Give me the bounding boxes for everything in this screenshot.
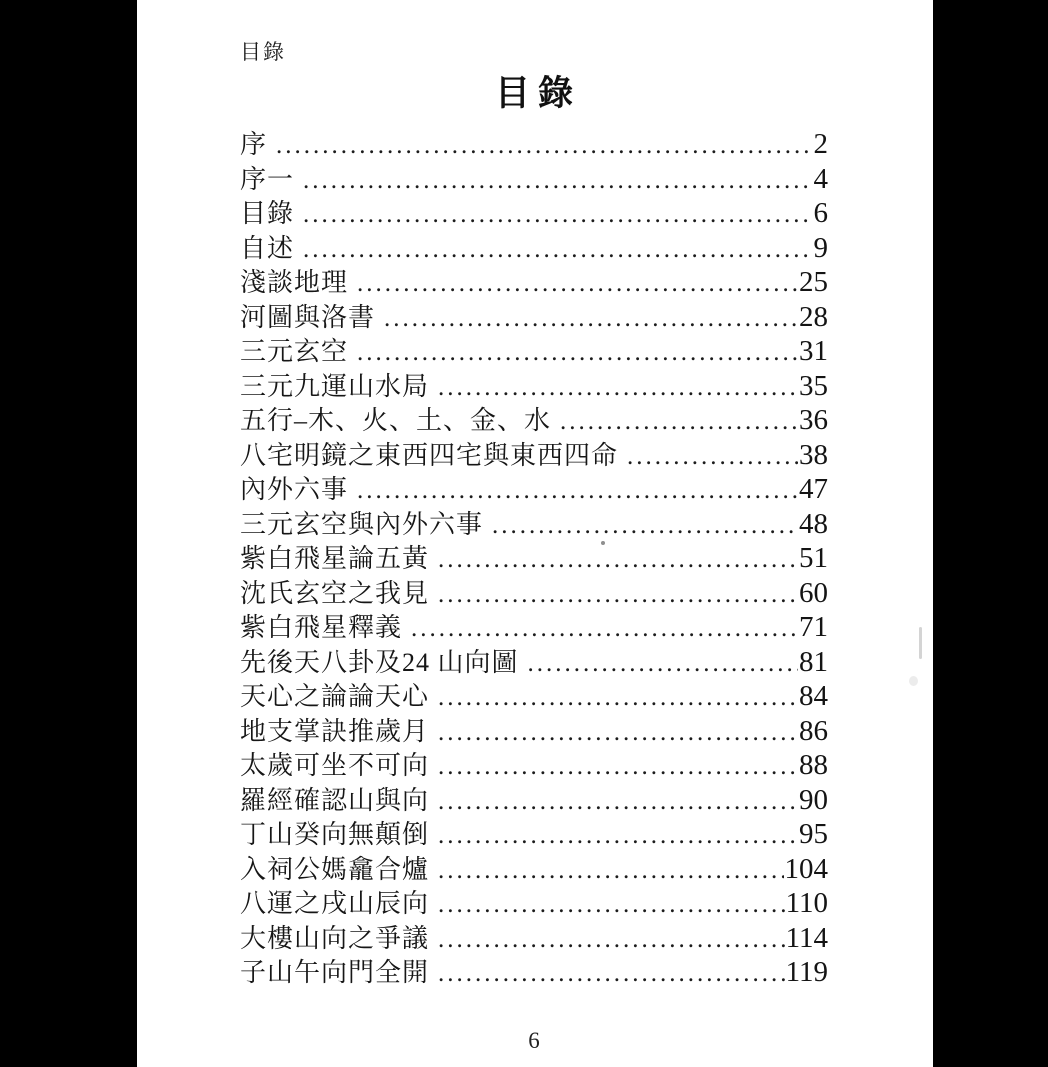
page-title: 目錄	[494, 74, 581, 113]
toc-dot-leader	[438, 887, 785, 923]
toc-entry-label: 八宅明鏡之東西四宅與東西四命	[240, 440, 619, 470]
running-header: 目錄	[240, 40, 286, 64]
toc-dot-leader	[303, 163, 812, 199]
toc-entry-page: 38	[799, 438, 828, 471]
toc-entry	[240, 369, 828, 404]
toc-entry-page: 95	[799, 818, 828, 850]
scan-artifact-line	[919, 627, 922, 659]
toc-entry-page: 9	[813, 231, 828, 264]
book-page	[137, 0, 933, 1067]
toc-entry	[240, 472, 828, 507]
toc-entry-page: 51	[799, 542, 828, 574]
toc-entry-label: 沈氏玄空之我見	[240, 578, 430, 608]
toc-entry	[240, 196, 828, 231]
toc-dot-leader	[357, 473, 798, 509]
toc-dot-leader	[438, 542, 798, 578]
toc-entry-label: 序一	[240, 164, 295, 194]
toc-dot-leader	[438, 922, 785, 958]
toc-dot-leader	[303, 232, 812, 268]
toc-dot-leader	[528, 646, 798, 682]
toc-entry-page: 6	[813, 197, 828, 229]
toc-entry	[240, 852, 828, 887]
toc-dot-leader	[438, 853, 783, 889]
toc-entry-label: 地支掌訣推歲月	[240, 716, 430, 746]
toc-entry-page: 2	[813, 128, 828, 160]
toc-entry	[240, 886, 828, 921]
toc-entry	[240, 438, 828, 473]
toc-entry-label: 河圖與洛書	[240, 302, 376, 332]
toc-dot-leader	[357, 335, 798, 371]
toc-dot-leader	[438, 577, 798, 613]
toc-entry	[240, 507, 828, 542]
scan-artifact-smudge	[909, 676, 918, 686]
toc-dot-leader	[438, 680, 798, 716]
toc-entry-label: 八運之戌山辰向	[240, 889, 430, 918]
toc-entry-page: 60	[799, 576, 828, 609]
toc-entry-label: 序	[240, 130, 268, 159]
toc-entry-label: 紫白飛星釋義	[240, 613, 403, 642]
toc-dot-leader	[438, 715, 798, 751]
toc-dot-leader	[357, 266, 798, 302]
toc-entry-page: 71	[799, 611, 828, 643]
toc-entry-page: 4	[813, 162, 828, 195]
toc-entry-label: 內外六事	[240, 475, 349, 504]
toc-dot-leader	[560, 404, 798, 440]
toc-dot-leader	[384, 301, 798, 337]
toc-entry-label: 先後天八卦及24 山向圖	[240, 647, 519, 677]
toc-entry	[240, 265, 828, 300]
toc-entry-page: 114	[785, 921, 828, 954]
toc-entry-page: 104	[784, 852, 828, 885]
toc-dot-leader	[438, 749, 798, 785]
toc-entry-label: 太歲可坐不可向	[240, 751, 430, 780]
toc-dot-leader	[438, 956, 785, 992]
toc-entry-label: 丁山癸向無顛倒	[240, 820, 430, 849]
toc-entry-label: 天心之論論天心	[240, 682, 430, 711]
toc-dot-leader	[438, 818, 798, 854]
toc-list	[240, 127, 828, 990]
toc-entry	[240, 162, 828, 197]
toc-entry-page: 28	[799, 300, 828, 333]
toc-entry-page: 86	[799, 714, 828, 747]
toc-entry	[240, 610, 828, 645]
toc-dot-leader	[303, 197, 812, 233]
toc-dot-leader	[411, 611, 798, 647]
toc-entry-label: 入祠公媽龕合爐	[240, 854, 430, 884]
toc-entry-page: 48	[799, 507, 828, 540]
toc-entry	[240, 127, 828, 162]
toc-entry-page: 81	[799, 645, 828, 678]
toc-dot-leader	[438, 784, 798, 820]
toc-entry	[240, 955, 828, 990]
toc-entry-label: 目錄	[240, 199, 295, 228]
toc-entry	[240, 231, 828, 266]
toc-dot-leader	[438, 370, 798, 406]
toc-entry-label: 子山午向門全開	[240, 958, 430, 987]
toc-entry-page: 88	[799, 749, 828, 781]
toc-entry-page: 90	[799, 783, 828, 816]
toc-entry-label: 羅經確認山與向	[240, 785, 430, 815]
toc-entry	[240, 817, 828, 852]
toc-entry	[240, 576, 828, 611]
toc-entry	[240, 679, 828, 714]
toc-entry	[240, 645, 828, 680]
toc-entry	[240, 541, 828, 576]
toc-entry	[240, 403, 828, 438]
toc-entry-label: 淺談地理	[240, 268, 349, 297]
toc-entry-page: 119	[785, 956, 828, 988]
toc-entry-label: 三元玄空與內外六事	[240, 509, 484, 539]
toc-dot-leader	[627, 439, 798, 475]
toc-entry	[240, 300, 828, 335]
toc-entry-page: 47	[799, 473, 828, 505]
toc-entry-label: 五行–木、火、土、金、水	[240, 406, 552, 435]
toc-entry-label: 紫白飛星論五黃	[240, 544, 430, 573]
toc-entry	[240, 714, 828, 749]
toc-entry-page: 84	[799, 680, 828, 712]
toc-entry-page: 36	[799, 404, 828, 436]
footer-page-number: 6	[528, 1028, 540, 1053]
toc-entry-label: 三元玄空	[240, 337, 349, 366]
toc-dot-leader	[492, 508, 798, 544]
toc-entry	[240, 921, 828, 956]
toc-entry-page: 110	[785, 887, 828, 919]
toc-entry-label: 自述	[240, 233, 295, 263]
toc-entry-page: 35	[799, 369, 828, 402]
scan-artifact-dot	[601, 541, 605, 545]
toc-entry	[240, 334, 828, 369]
toc-entry-label: 大樓山向之爭議	[240, 923, 430, 953]
toc-dot-leader	[276, 128, 812, 164]
toc-entry	[240, 783, 828, 818]
toc-entry-page: 31	[799, 335, 828, 367]
toc-entry	[240, 748, 828, 783]
toc-entry-label: 三元九運山水局	[240, 371, 430, 401]
toc-entry-page: 25	[799, 266, 828, 298]
